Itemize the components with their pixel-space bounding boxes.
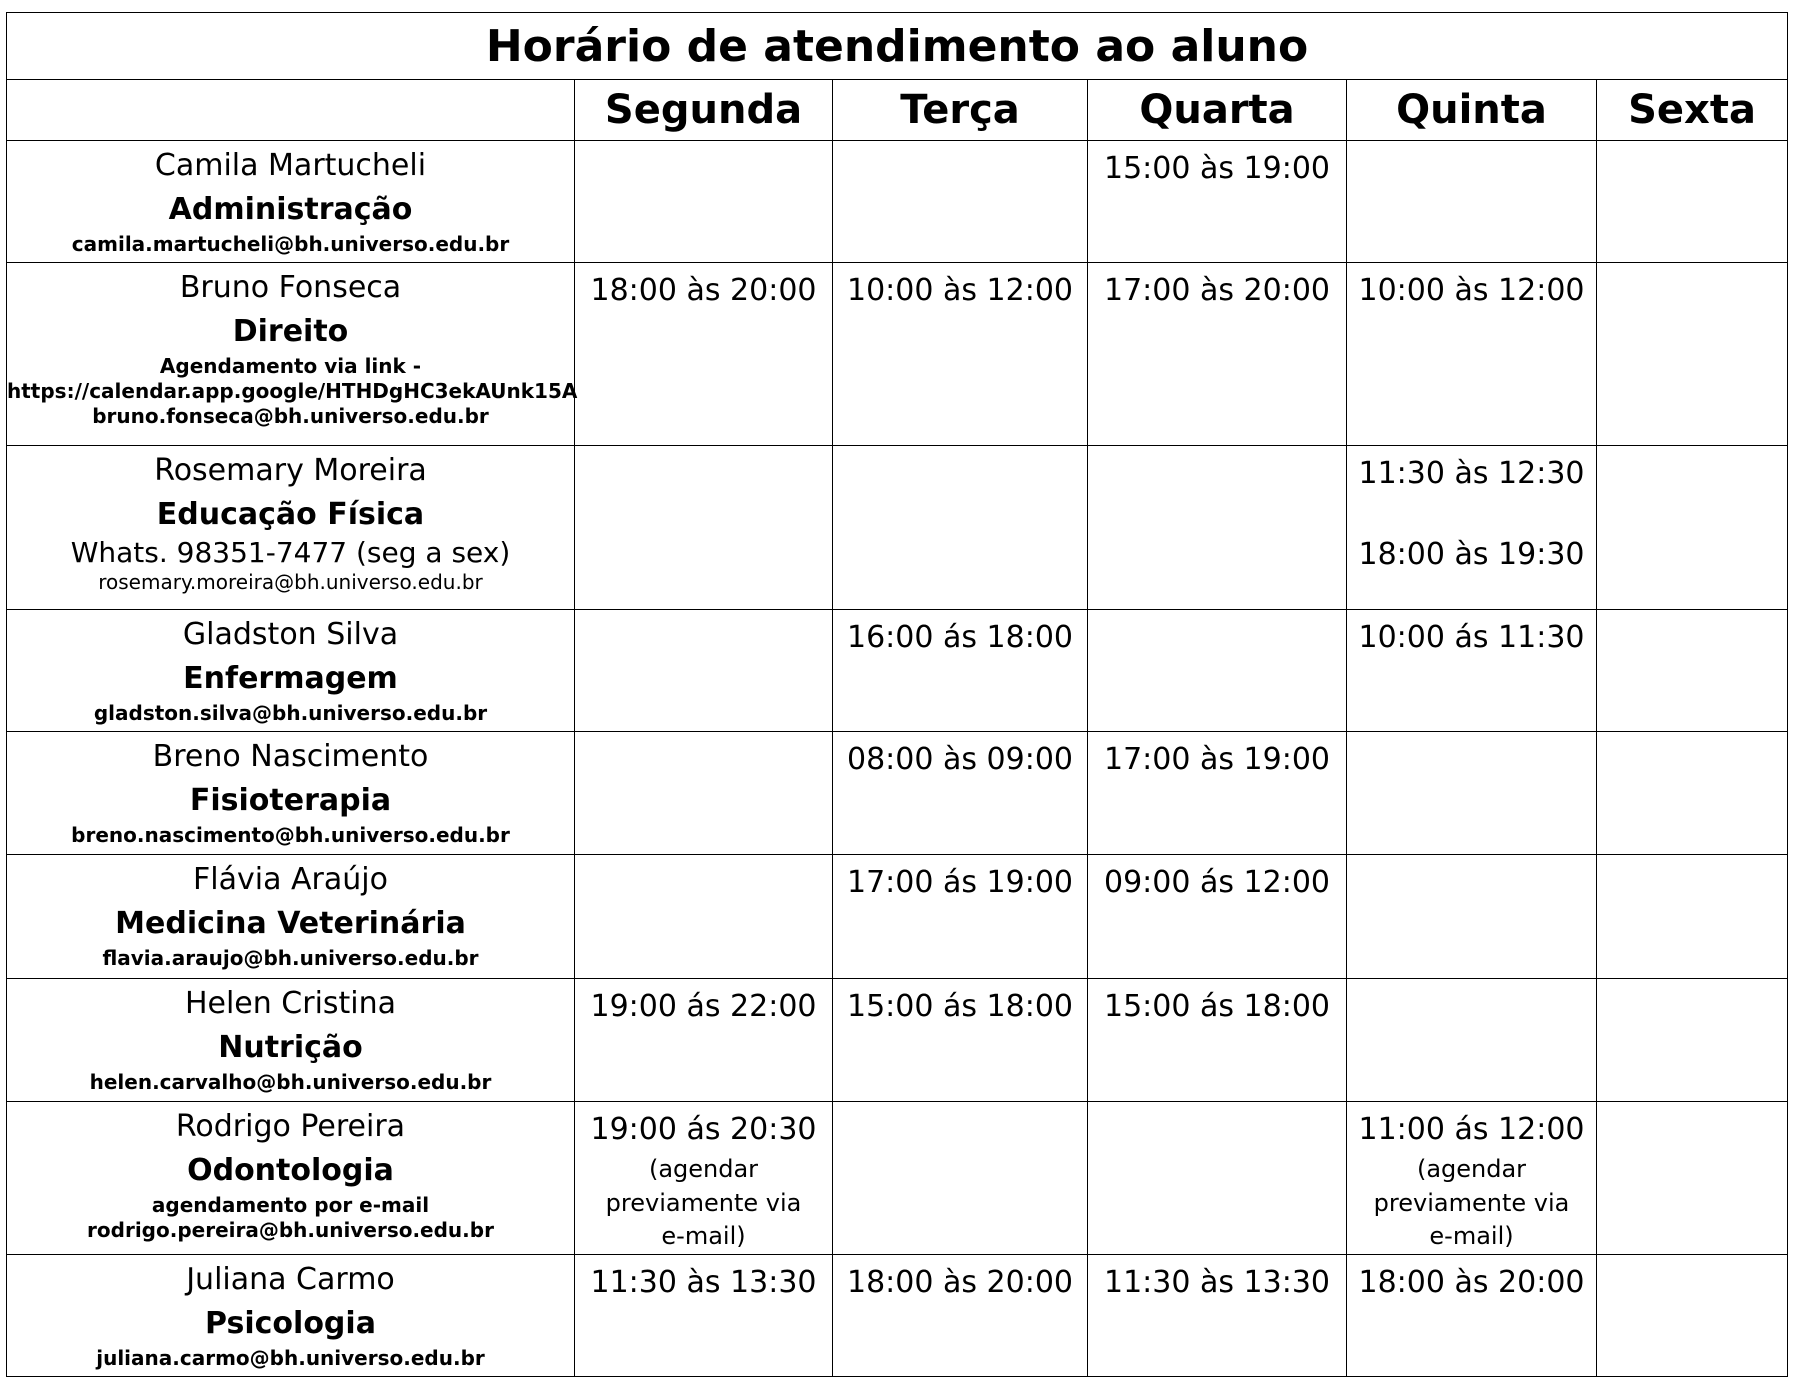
slot-quarta [1088, 979, 1347, 1102]
slot-quarta [1088, 1102, 1347, 1255]
slot-quinta [1347, 610, 1597, 732]
slot-time: 10:00 às 12:00 [847, 273, 1073, 308]
slot-quinta [1347, 732, 1597, 855]
title-row [7, 13, 1788, 80]
slot-sexta [1597, 141, 1788, 263]
course-name: Direito [232, 313, 349, 349]
slot-quarta [1088, 141, 1347, 263]
course-name: Educação Física [156, 496, 425, 532]
professor-name: Flávia Araújo [193, 862, 388, 897]
professor-cell [7, 610, 575, 732]
slot-quarta [1088, 732, 1347, 855]
slot-time: 19:00 ás 22:00 [590, 989, 817, 1024]
slot-note-line: e-mail) [661, 1222, 746, 1251]
table-row [7, 141, 1788, 263]
slot-quarta [1088, 610, 1347, 732]
slot-sexta [1597, 1102, 1788, 1255]
professor-email: bruno.fonseca@bh.universo.edu.br [92, 404, 489, 428]
table-row [7, 1255, 1788, 1377]
slot-time: 15:00 ás 18:00 [847, 989, 1073, 1024]
professor-name: Helen Cristina [184, 986, 397, 1021]
day-header-quarta: Quarta [1088, 80, 1347, 141]
table-row [7, 610, 1788, 732]
professor-email: breno.nascimento@bh.universo.edu.br [71, 823, 510, 847]
scheduling-link[interactable]: https://calendar.app.google/HTHDgHC3ekAUnk15A [7, 379, 578, 403]
course-name: Nutrição [218, 1029, 363, 1065]
slot-quarta [1088, 263, 1347, 446]
table-row [7, 1102, 1788, 1255]
professor-email: rodrigo.pereira@bh.universo.edu.br [87, 1218, 494, 1242]
slot-time: 10:00 às 12:00 [1358, 273, 1585, 308]
scheduling-note: agendamento por e-mail [151, 1193, 430, 1217]
corner-cell [7, 80, 575, 141]
professor-cell [7, 141, 575, 263]
slot-terca [833, 732, 1088, 855]
slot-quarta [1088, 1255, 1347, 1377]
professor-name: Gladston Silva [182, 617, 399, 652]
slot-terca [833, 141, 1088, 263]
slot-time: 11:30 às 13:30 [1104, 1265, 1330, 1300]
slot-segunda [575, 610, 833, 732]
professor-cell [7, 855, 575, 979]
table-row [7, 263, 1788, 446]
slot-segunda [575, 979, 833, 1102]
slot-terca [833, 1102, 1088, 1255]
slot-time: 15:00 ás 18:00 [1104, 989, 1330, 1024]
slot-time: 11:30 às 13:30 [590, 1265, 817, 1300]
professor-email: gladston.silva@bh.universo.edu.br [93, 701, 488, 725]
slot-time: 11:30 às 12:30 [1358, 456, 1585, 491]
slot-segunda [575, 1255, 833, 1377]
slot-note-line: e-mail) [1429, 1222, 1514, 1251]
slot-time: 18:00 às 20:00 [590, 273, 817, 308]
slot-segunda [575, 141, 833, 263]
schedule-table [6, 12, 1788, 1377]
professor-cell [7, 979, 575, 1102]
course-name: Administração [168, 191, 413, 227]
slot-quinta [1347, 979, 1597, 1102]
table-row [7, 732, 1788, 855]
professor-cell [7, 1102, 575, 1255]
professor-name: Rodrigo Pereira [175, 1109, 406, 1144]
professor-cell [7, 263, 578, 446]
professor-email: juliana.carmo@bh.universo.edu.br [96, 1346, 485, 1370]
professor-cell [7, 446, 575, 610]
slot-quinta [1347, 141, 1597, 263]
day-header-row [7, 80, 1788, 141]
slot-note-line: (agendar [1416, 1155, 1527, 1183]
slot-note-line: previamente via [605, 1188, 802, 1217]
slot-quinta [1347, 1102, 1597, 1255]
slot-time: 18:00 às 20:00 [1358, 1265, 1585, 1300]
slot-quarta [1088, 446, 1347, 610]
professor-cell [7, 732, 575, 855]
slot-note-line: (agendar [648, 1155, 759, 1183]
slot-time: 09:00 ás 12:00 [1104, 865, 1330, 900]
slot-time: 08:00 às 09:00 [847, 742, 1073, 777]
slot-note [575, 1153, 832, 1254]
slot-sexta [1597, 855, 1788, 979]
slot-segunda [575, 263, 833, 446]
course-name: Medicina Veterinária [115, 905, 466, 941]
slot-time-second: 18:00 às 19:30 [1358, 537, 1585, 572]
slot-terca [833, 263, 1088, 446]
day-header-terca: Terça [833, 80, 1088, 141]
table-title: Horário de atendimento ao aluno [7, 13, 1788, 80]
slot-time: 10:00 ás 11:30 [1358, 620, 1585, 655]
professor-name: Camila Martucheli [154, 148, 427, 183]
slot-quinta [1347, 855, 1597, 979]
slot-sexta [1597, 979, 1788, 1102]
slot-time: 17:00 às 20:00 [1104, 273, 1330, 308]
slot-sexta [1597, 446, 1788, 610]
table-row [7, 446, 1788, 610]
slot-sexta [1597, 610, 1788, 732]
professor-email: helen.carvalho@bh.universo.edu.br [89, 1070, 492, 1094]
slot-quinta [1347, 446, 1597, 610]
slot-segunda [575, 1102, 833, 1255]
professor-cell [7, 1255, 575, 1377]
slot-time: 16:00 ás 18:00 [847, 620, 1073, 655]
slot-terca [833, 979, 1088, 1102]
slot-note [1347, 1153, 1596, 1254]
professor-email: rosemary.moreira@bh.universo.edu.br [98, 570, 483, 594]
slot-time: 18:00 às 20:00 [847, 1265, 1073, 1300]
professor-name: Juliana Carmo [186, 1262, 395, 1297]
slot-time: 17:00 ás 19:00 [847, 865, 1073, 900]
table-row [7, 855, 1788, 979]
professor-name: Breno Nascimento [152, 739, 429, 774]
professor-phone: Whats. 98351-7477 (seg a sex) [70, 536, 511, 569]
scheduling-note: Agendamento via link - [159, 354, 422, 378]
course-name: Odontologia [187, 1152, 394, 1188]
slot-sexta [1597, 263, 1788, 446]
course-name: Enfermagem [183, 660, 398, 696]
slot-terca [833, 610, 1088, 732]
course-name: Psicologia [205, 1305, 376, 1341]
professor-email: camila.martucheli@bh.universo.edu.br [71, 232, 510, 256]
slot-note-line: previamente via [1373, 1188, 1570, 1217]
slot-time: 19:00 ás 20:30 [590, 1112, 817, 1147]
day-header-segunda: Segunda [575, 80, 833, 141]
course-name: Fisioterapia [189, 782, 392, 818]
table-row [7, 979, 1788, 1102]
slot-quarta [1088, 855, 1347, 979]
day-header-quinta: Quinta [1347, 80, 1597, 141]
slot-terca [833, 1255, 1088, 1377]
slot-time: 11:00 ás 12:00 [1358, 1112, 1585, 1147]
slot-quinta [1347, 1255, 1597, 1377]
slot-time: 17:00 às 19:00 [1104, 742, 1330, 777]
professor-name: Rosemary Moreira [154, 453, 427, 488]
slot-segunda [575, 446, 833, 610]
professor-email: flavia.araujo@bh.universo.edu.br [102, 946, 479, 970]
slot-segunda [575, 732, 833, 855]
slot-sexta [1597, 732, 1788, 855]
slot-segunda [575, 855, 833, 979]
slot-terca [833, 855, 1088, 979]
slot-time: 15:00 às 19:00 [1104, 151, 1330, 186]
professor-name: Bruno Fonseca [179, 270, 402, 305]
slot-sexta [1597, 1255, 1788, 1377]
slot-terca [833, 446, 1088, 610]
day-header-sexta: Sexta [1597, 80, 1788, 141]
slot-quinta [1347, 263, 1597, 446]
